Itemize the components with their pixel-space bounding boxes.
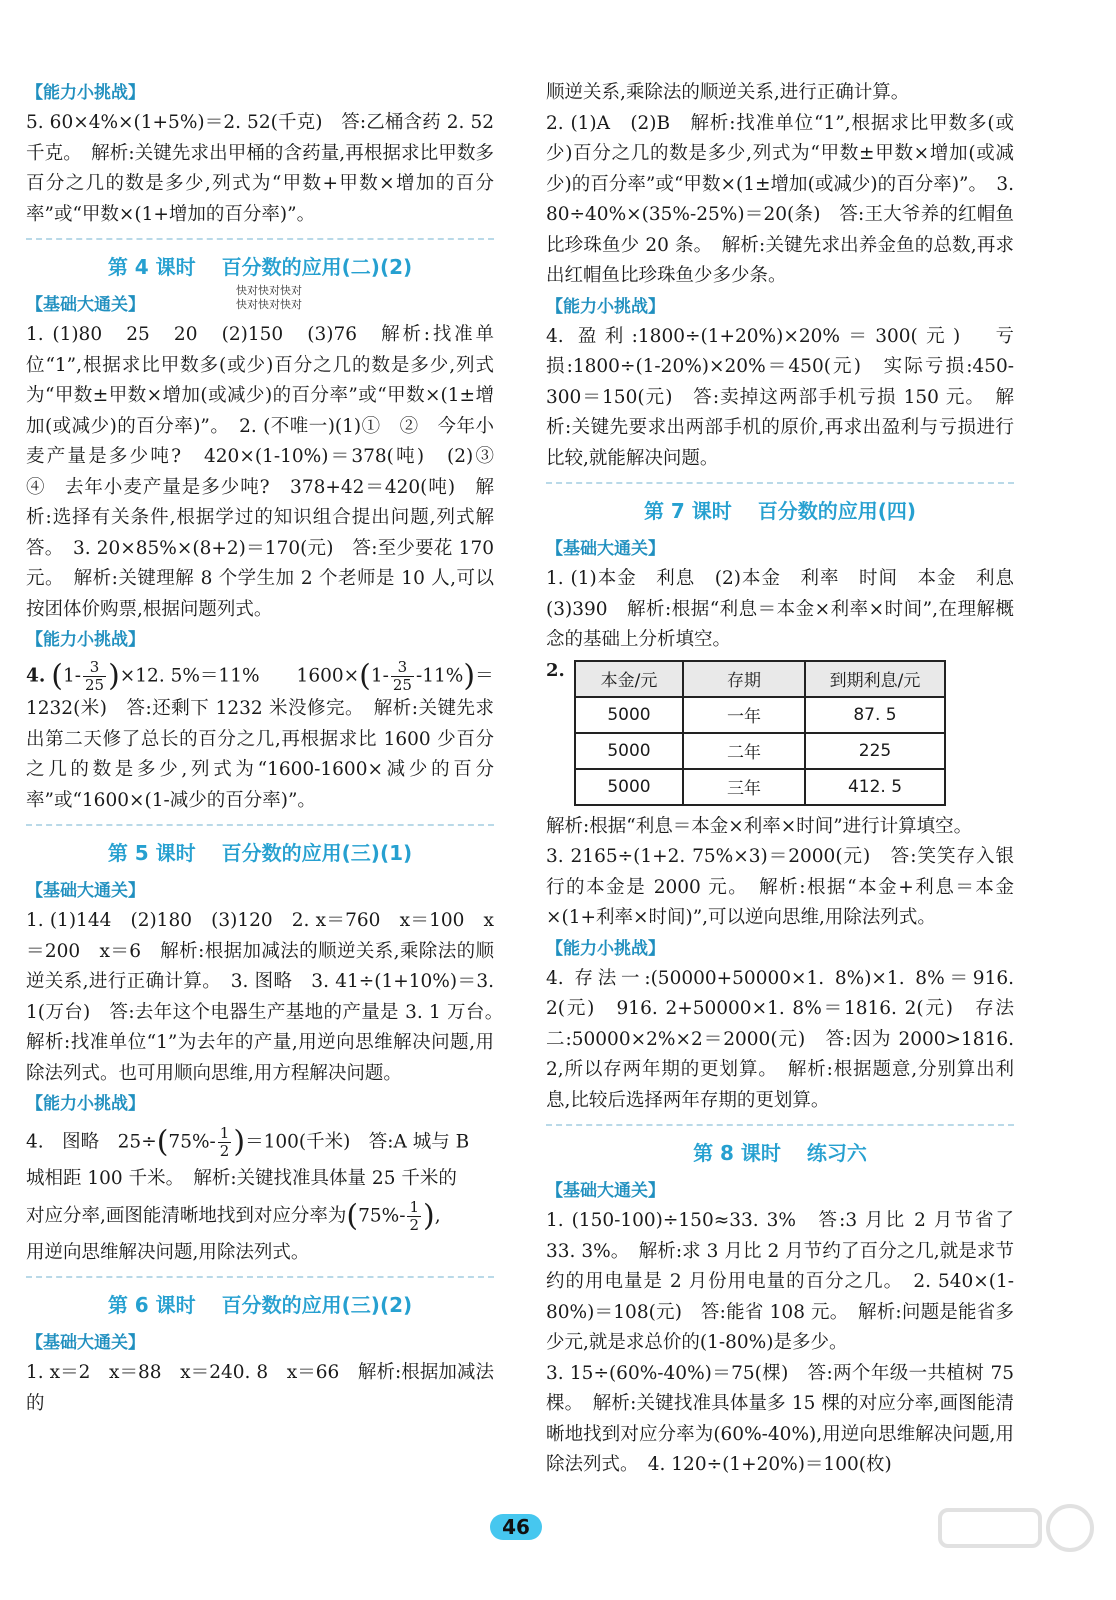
table-header-row <box>575 661 945 697</box>
table-cell: 三年 <box>683 769 805 805</box>
table-row <box>575 697 945 733</box>
answer-paragraph: 4. 存法一:(50000+50000×1. 8%)×1. 8%＝916. 2(元) 916. 2+50000×1. 8%＝1816. 2(元) 存法二:50000×2%×2＝2000(元) 答:因为 2000>1816. 2,所以存两年期的更划算。 解析:根据题意,分别算出利息,比较后选择两年存期的更划算。 <box>546 967 1014 1111</box>
section-tag: 【能力小挑战】 <box>26 83 145 103</box>
table-cell: 二年 <box>683 733 805 769</box>
lesson-number: 第 6 课时 <box>107 1293 196 1317</box>
lesson-heading <box>26 250 494 284</box>
handwritten-note: 快对快对快对 快对快对快对 <box>236 284 302 311</box>
fraction: $\frac{1}{2}$ <box>219 1124 230 1160</box>
answer-paragraph: 1. x＝2 x＝88 x＝240. 8 x＝66 解析:根据加减法的 <box>26 1362 494 1414</box>
lesson-title: 百分数的应用(三)(2) <box>221 1293 413 1317</box>
section-tag: 【基础大通关】 <box>546 539 665 559</box>
answer-paragraph: 2. (1)A (2)B 解析:找准单位“1”,根据求比甲数多(或少)百分之几的数是多少,列式为“甲数±甲数×增加(或减少)的百分率”或“甲数×(1±增加(或减少)的百分率)”。 3. 80÷40%×(35%-25%)＝20(条) 答:王大爷养的红帽鱼比珍珠鱼少 20 条。 解析:关键先求出养金鱼的总数,再求出红帽鱼比珍珠鱼少多少条。 <box>546 112 1014 286</box>
lesson-number: 第 8 课时 <box>693 1141 781 1165</box>
lesson-heading <box>26 836 494 870</box>
table-cell: 5000 <box>575 697 683 733</box>
answer-paragraph: 3. 2165÷(1+2. 75%×3)＝2000(元) 答:笑笑存入银行的本金是 2000 元。 解析:根据“本金+利息＝本金×(1+利率×时间)”,可以逆向思维,用除法列式。 <box>546 846 1014 928</box>
answer-paragraph: 顺逆关系,乘除法的顺逆关系,进行正确计算。 <box>546 82 910 103</box>
answer-paragraph: 1. (1)80 25 20 (2)150 (3)76 解析:找准单位“1”,根据求比甲数多(或少)百分之几的数是多少,列式为“甲数±甲数×增加(或减少)的百分率”或“甲数×(1±增加(或减少)的百分率)”。 2. (不唯一)(1)① ② 今年小麦产量是多少吨? 420×(1-10%)＝378(吨) (2)③ ④ 去年小麦产量是多少吨? 378+42＝420(吨) 解析:选择有关条件,根据学过的知识组合提出问题,列式解答。 3. 20×85%×(8+2)＝170(元) 答:至少要花 170 元。 解析:关键理解 8 个学生加 2 个老师是 10 人,可以按团体价购票,根据问题列式。 <box>26 324 513 620</box>
answer-paragraph: 用逆向思维解决问题,用除法列式。 <box>26 1241 310 1263</box>
section-tag: 【能力小挑战】 <box>26 630 145 650</box>
table-row <box>575 769 945 805</box>
interest-table-block <box>546 660 1014 806</box>
table-cell: 412. 5 <box>805 769 945 805</box>
answer-paragraph: 对应分率,画图能清晰地找到对应分率为(75%- $\frac{1}{2}$ ), <box>26 1197 441 1234</box>
answer-paragraph: 5. 60×4%×(1+5%)＝2. 52(千克) 答:乙桶含药 2. 52 千克。 解析:关键先求出甲桶的含药量,再根据求比甲数多百分之几的数是多少,列式为“甲数+甲数×增加的百分率”或“甲数×(1+增加的百分率)”。 <box>26 112 494 225</box>
table-cell: 5000 <box>575 733 683 769</box>
lesson-title: 百分数的应用(二)(2) <box>221 255 413 279</box>
watermark-icon <box>920 1500 1100 1590</box>
answer-paragraph: 1232(米) 答:还剩下 1232 米没修完。 解析:关键先求出第二天修了总长的百分之几,再根据求比 1600 少百分之几的数是多少,列式为“1600-1600×减少的百分率”或“1600×(1-减少的百分率)”。 <box>26 698 494 811</box>
page-number-badge: 46 <box>490 1514 542 1540</box>
fraction: $\frac{3}{25}$ <box>392 658 412 694</box>
watermark-logo <box>920 1500 1100 1590</box>
table-cell: 225 <box>805 733 945 769</box>
table-cell: 87. 5 <box>805 697 945 733</box>
answer-paragraph: 4. 盈利:1800÷(1+20%)×20%＝300(元) 亏损:1800÷(1-20%)×20%＝450(元) 实际亏损:450-300＝150(元) 答:卖掉这两部手机亏损 150 元。 解析:关键先要求出两部手机的原价,再求出盈利与亏损进行比较,就能解决问题。 <box>546 325 1014 469</box>
right-column <box>546 78 1033 1481</box>
answer-paragraph: 4. 图略 25÷(75%- $\frac{1}{2}$ )＝100(千米) 答:A 城与 B <box>26 1124 470 1160</box>
section-tag: 【基础大通关】 <box>26 881 145 901</box>
answer-paragraph: 4. (1- $\frac{3}{25}$ )×12. 5%＝11% 1600×(1- $\frac{3}{25}$ -11%)＝ <box>26 658 494 694</box>
lesson-heading <box>546 494 1014 528</box>
fraction: $\frac{1}{2}$ <box>409 1197 420 1234</box>
answer-paragraph: 3. 15÷(60%-40%)＝75(棵) 答:两个年级一共植树 75 棵。 解析:关键找准具体量多 15 棵的对应分率,画图能清晰地找到对应分率为(60%-40%),用逆向思维解决问题,用除法列式。 4. 120÷(1+20%)＝100(枚) <box>546 1362 1014 1475</box>
lesson-heading <box>26 1288 494 1322</box>
lesson-number: 第 7 课时 <box>643 499 732 523</box>
section-tag: 【能力小挑战】 <box>26 1094 145 1114</box>
section-tag: 【能力小挑战】 <box>546 938 665 959</box>
section-divider <box>546 1124 1014 1126</box>
table-cell: 5000 <box>575 769 683 805</box>
left-column <box>26 78 513 1419</box>
section-divider <box>26 1276 494 1278</box>
table-header-cell: 到期利息/元 <box>805 661 945 697</box>
section-divider <box>26 238 494 240</box>
table-cell: 一年 <box>683 697 805 733</box>
lesson-number: 第 4 课时 <box>107 255 196 279</box>
table-header-cell: 存期 <box>683 661 805 697</box>
lesson-title: 百分数的应用(三)(1) <box>221 841 413 865</box>
section-divider <box>546 482 1014 484</box>
table-header-cell: 本金/元 <box>575 661 683 697</box>
section-tag: 【基础大通关】 <box>26 1333 145 1353</box>
fraction: $\frac{3}{25}$ <box>84 658 105 694</box>
section-tag: 【基础大通关】 <box>26 295 145 315</box>
lesson-title: 百分数的应用(四) <box>757 499 917 523</box>
answer-paragraph: 解析:根据“利息＝本金×利率×时间”进行计算填空。 <box>546 815 973 837</box>
section-divider <box>26 824 494 826</box>
lesson-heading <box>546 1136 1014 1170</box>
interest-table <box>574 660 946 806</box>
section-tag: 【能力小挑战】 <box>546 296 665 317</box>
section-tag: 【基础大通关】 <box>546 1181 665 1201</box>
table-row <box>575 733 945 769</box>
answer-paragraph: 城相距 100 千米。 解析:关键找准具体量 25 千米的 <box>26 1168 457 1189</box>
answer-paragraph: 1. (1)144 (2)180 (3)120 2. x＝760 x＝100 x＝200 x＝6 解析:根据加减法的顺逆关系,乘除法的顺逆关系,进行正确计算。 3. 图略 3. 41÷(1+10%)＝3. 1(万台) 答:去年这个电器生产基地的产量是 3. 1 万台。 解析:找准单位“1”为去年的产量,用逆向思维解决问题,用除法列式。也可用顺向思维,用方程解决问题。 <box>26 910 513 1084</box>
answer-paragraph: 1. (150-100)÷150≈33. 3% 答:3 月比 2 月节省了 33. 3%。 解析:求 3 月比 2 月节约了百分之几,就是求节约的用电量是 2 月份用电量的百分之几。 2. 540×(1-80%)＝108(元) 答:能省 108 元。 解析:问题是能省多少元,就是求总价的(1-80%)是多少。 <box>546 1210 1014 1353</box>
lesson-title: 练习六 <box>806 1141 867 1165</box>
lesson-number: 第 5 课时 <box>107 841 196 865</box>
answer-paragraph: 1. (1)本金 利息 (2)本金 利率 时间 本金 利息 (3)390 解析:根据“利息＝本金×利率×时间”,在理解概念的基础上分析填空。 <box>546 568 1033 650</box>
question-number: 2. <box>546 659 565 681</box>
